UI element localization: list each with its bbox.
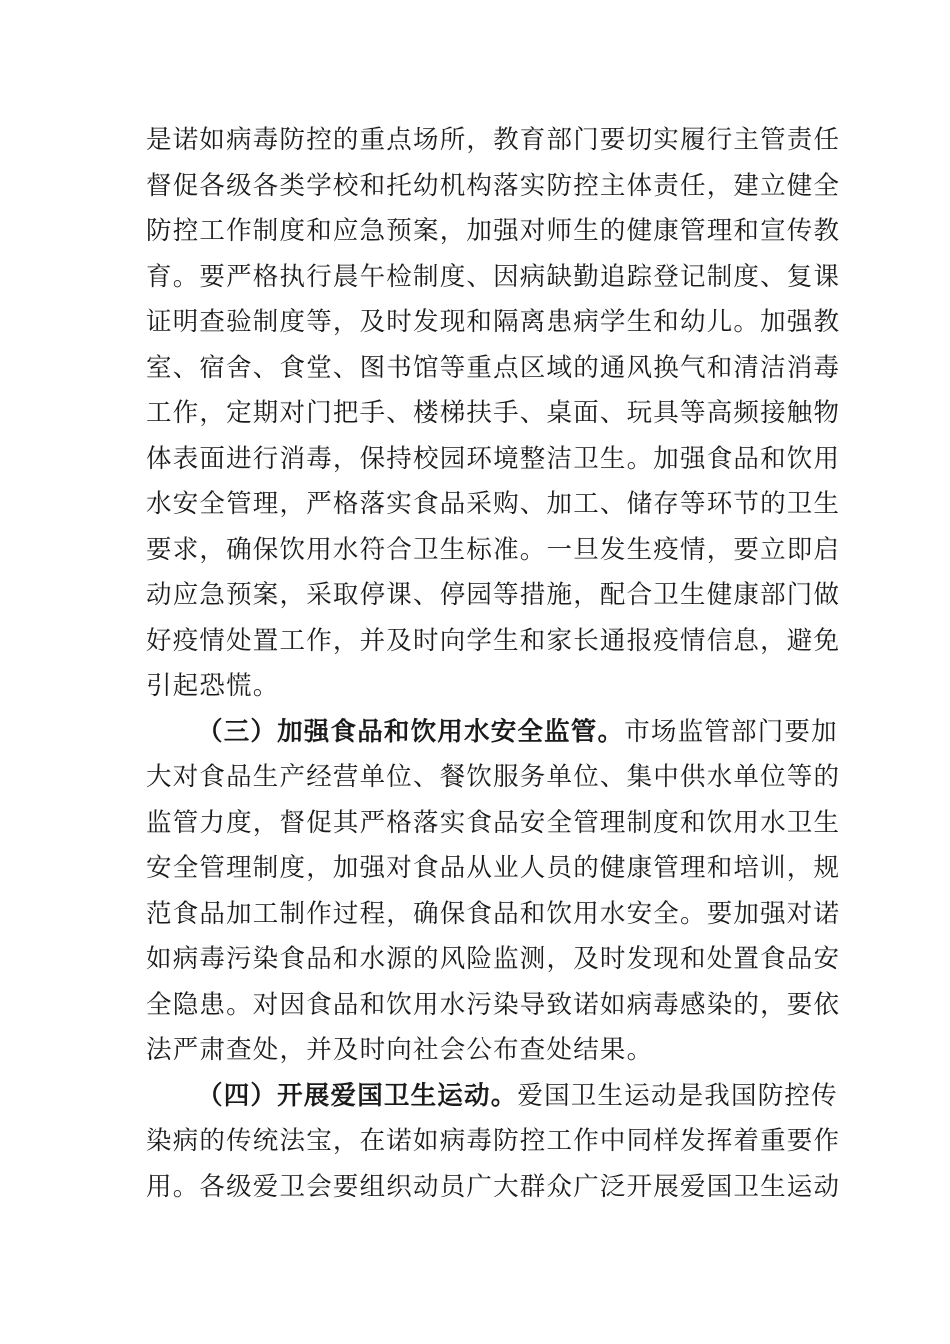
text-line: 室、宿舍、食堂、图书馆等重点区域的通风换气和清洁消毒 bbox=[146, 352, 841, 383]
text-line: 用。各级爱卫会要组织动员广大群众广泛开展爱国卫生运动 bbox=[146, 1171, 841, 1202]
text-line: 引起恐慌。 bbox=[146, 671, 280, 701]
text-line-rest: 市场监管部门要加 bbox=[624, 716, 838, 747]
text-line: 是诺如病毒防控的重点场所，教育部门要切实履行主管责任 bbox=[146, 125, 841, 155]
text-line: 全隐患。对因食品和饮用水污染导致诺如病毒感染的，要依 bbox=[146, 989, 841, 1020]
text-line-rest: 爱国卫生运动是我国防控传 bbox=[517, 1080, 838, 1111]
text-line: 体表面进行消毒，保持校园环境整洁卫生。加强食品和饮用 bbox=[146, 443, 841, 474]
text-line: 督促各级各类学校和托幼机构落实防控主体责任，建立健全 bbox=[146, 170, 841, 201]
text-line-first bbox=[146, 1074, 838, 1120]
section-heading-three: （三）加强食品和饮用水安全监管。 bbox=[197, 716, 625, 747]
text-line: 监管力度，督促其严格落实食品安全管理制度和饮用水卫生 bbox=[146, 807, 841, 838]
text-line: 证明查验制度等，及时发现和隔离患病学生和幼儿。加强教 bbox=[146, 307, 841, 337]
text-line: 动应急预案，采取停课、停园等措施，配合卫生健康部门做 bbox=[146, 580, 841, 610]
paragraph-school-prevention bbox=[146, 118, 841, 710]
text-line: 育。要严格执行晨午检制度、因病缺勤追踪登记制度、复课 bbox=[146, 261, 841, 292]
text-line: 水安全管理，严格落实食品采购、加工、储存等环节的卫生 bbox=[146, 489, 841, 519]
text-line: 范食品加工制作过程，确保食品和饮用水安全。要加强对诺 bbox=[146, 898, 841, 929]
text-line-first bbox=[146, 710, 838, 756]
text-line: 法严肃查处，并及时向社会公布查处结果。 bbox=[146, 1035, 654, 1065]
text-line: 安全管理制度，加强对食品从业人员的健康管理和培训，规 bbox=[146, 853, 841, 883]
section-heading-four: （四）开展爱国卫生运动。 bbox=[197, 1080, 518, 1111]
text-line: 要求，确保饮用水符合卫生标准。一旦发生疫情，要立即启 bbox=[146, 534, 841, 565]
text-line: 好疫情处置工作，并及时向学生和家长通报疫情信息，避免 bbox=[146, 625, 841, 656]
paragraph-food-water-safety bbox=[146, 710, 841, 1074]
text-line: 工作，定期对门把手、楼梯扶手、桌面、玩具等高频接触物 bbox=[146, 398, 841, 428]
text-line: 染病的传统法宝，在诺如病毒防控工作中同样发挥着重要作 bbox=[146, 1126, 841, 1156]
text-line: 大对食品生产经营单位、餐饮服务单位、集中供水单位等的 bbox=[146, 762, 841, 792]
text-line: 如病毒污染食品和水源的风险监测，及时发现和处置食品安 bbox=[146, 944, 841, 974]
paragraph-patriotic-health bbox=[146, 1074, 841, 1211]
text-line: 防控工作制度和应急预案，加强对师生的健康管理和宣传教 bbox=[146, 216, 841, 246]
document-body bbox=[146, 118, 841, 1210]
